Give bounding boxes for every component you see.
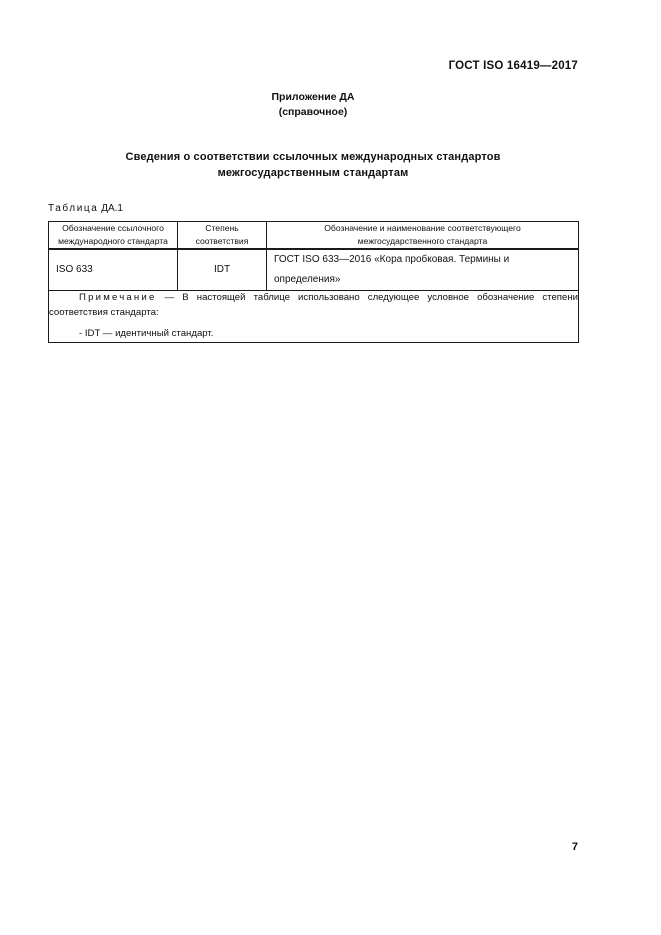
table-note: [49, 291, 579, 343]
running-header: ГОСТ ISO 16419—2017: [448, 60, 578, 72]
table-note-label: Примечание: [79, 292, 157, 303]
cell-conformity-degree: IDT: [178, 249, 267, 291]
page-number: 7: [571, 841, 578, 853]
table-note-item: - IDT — идентичный стандарт.: [79, 328, 214, 339]
table-caption-number: ДА.1: [98, 203, 123, 214]
column-header-reference-standard-line-1: Обозначение ссылочного: [62, 223, 164, 233]
correspondence-table: [48, 221, 579, 343]
table-row: [49, 249, 579, 291]
annex-heading: [48, 90, 578, 120]
table-header-row: [49, 222, 579, 250]
page-title-line-2: межгосударственным стандартам: [217, 166, 409, 179]
table-caption-word: Таблица: [48, 203, 99, 214]
table-caption: [48, 203, 123, 214]
column-header-conformity-degree-line-2: соответствия: [195, 236, 249, 246]
table-note-text: В настоящей таблице использовано следующее условное обозначение степени соответствия стандарта:: [49, 292, 578, 318]
table-note-row: [49, 291, 579, 343]
column-header-interstate-standard: [267, 222, 579, 250]
page-title-line-1: Сведения о соответствии ссылочных международных стандартов: [125, 151, 501, 163]
column-header-reference-standard: [49, 222, 178, 250]
cell-reference-standard: ISO 633: [49, 249, 178, 291]
table-note-paragraph: [49, 291, 578, 320]
column-header-interstate-standard-line-2: межгосударственного стандарта: [357, 236, 488, 246]
table-note-dash: —: [156, 292, 183, 303]
page-title: [48, 150, 578, 181]
column-header-conformity-degree-line-1: Степень: [205, 223, 239, 233]
column-header-conformity-degree: [178, 222, 267, 250]
column-header-interstate-standard-line-1: Обозначение и наименование соответствующего: [324, 223, 521, 233]
annex-title: Приложение ДА: [271, 91, 355, 103]
annex-subtitle: (справочное): [278, 106, 348, 118]
column-header-reference-standard-line-2: международного стандарта: [58, 236, 168, 246]
cell-interstate-standard: ГОСТ ISO 633—2016 «Кора пробковая. Термины и определения»: [267, 249, 579, 291]
